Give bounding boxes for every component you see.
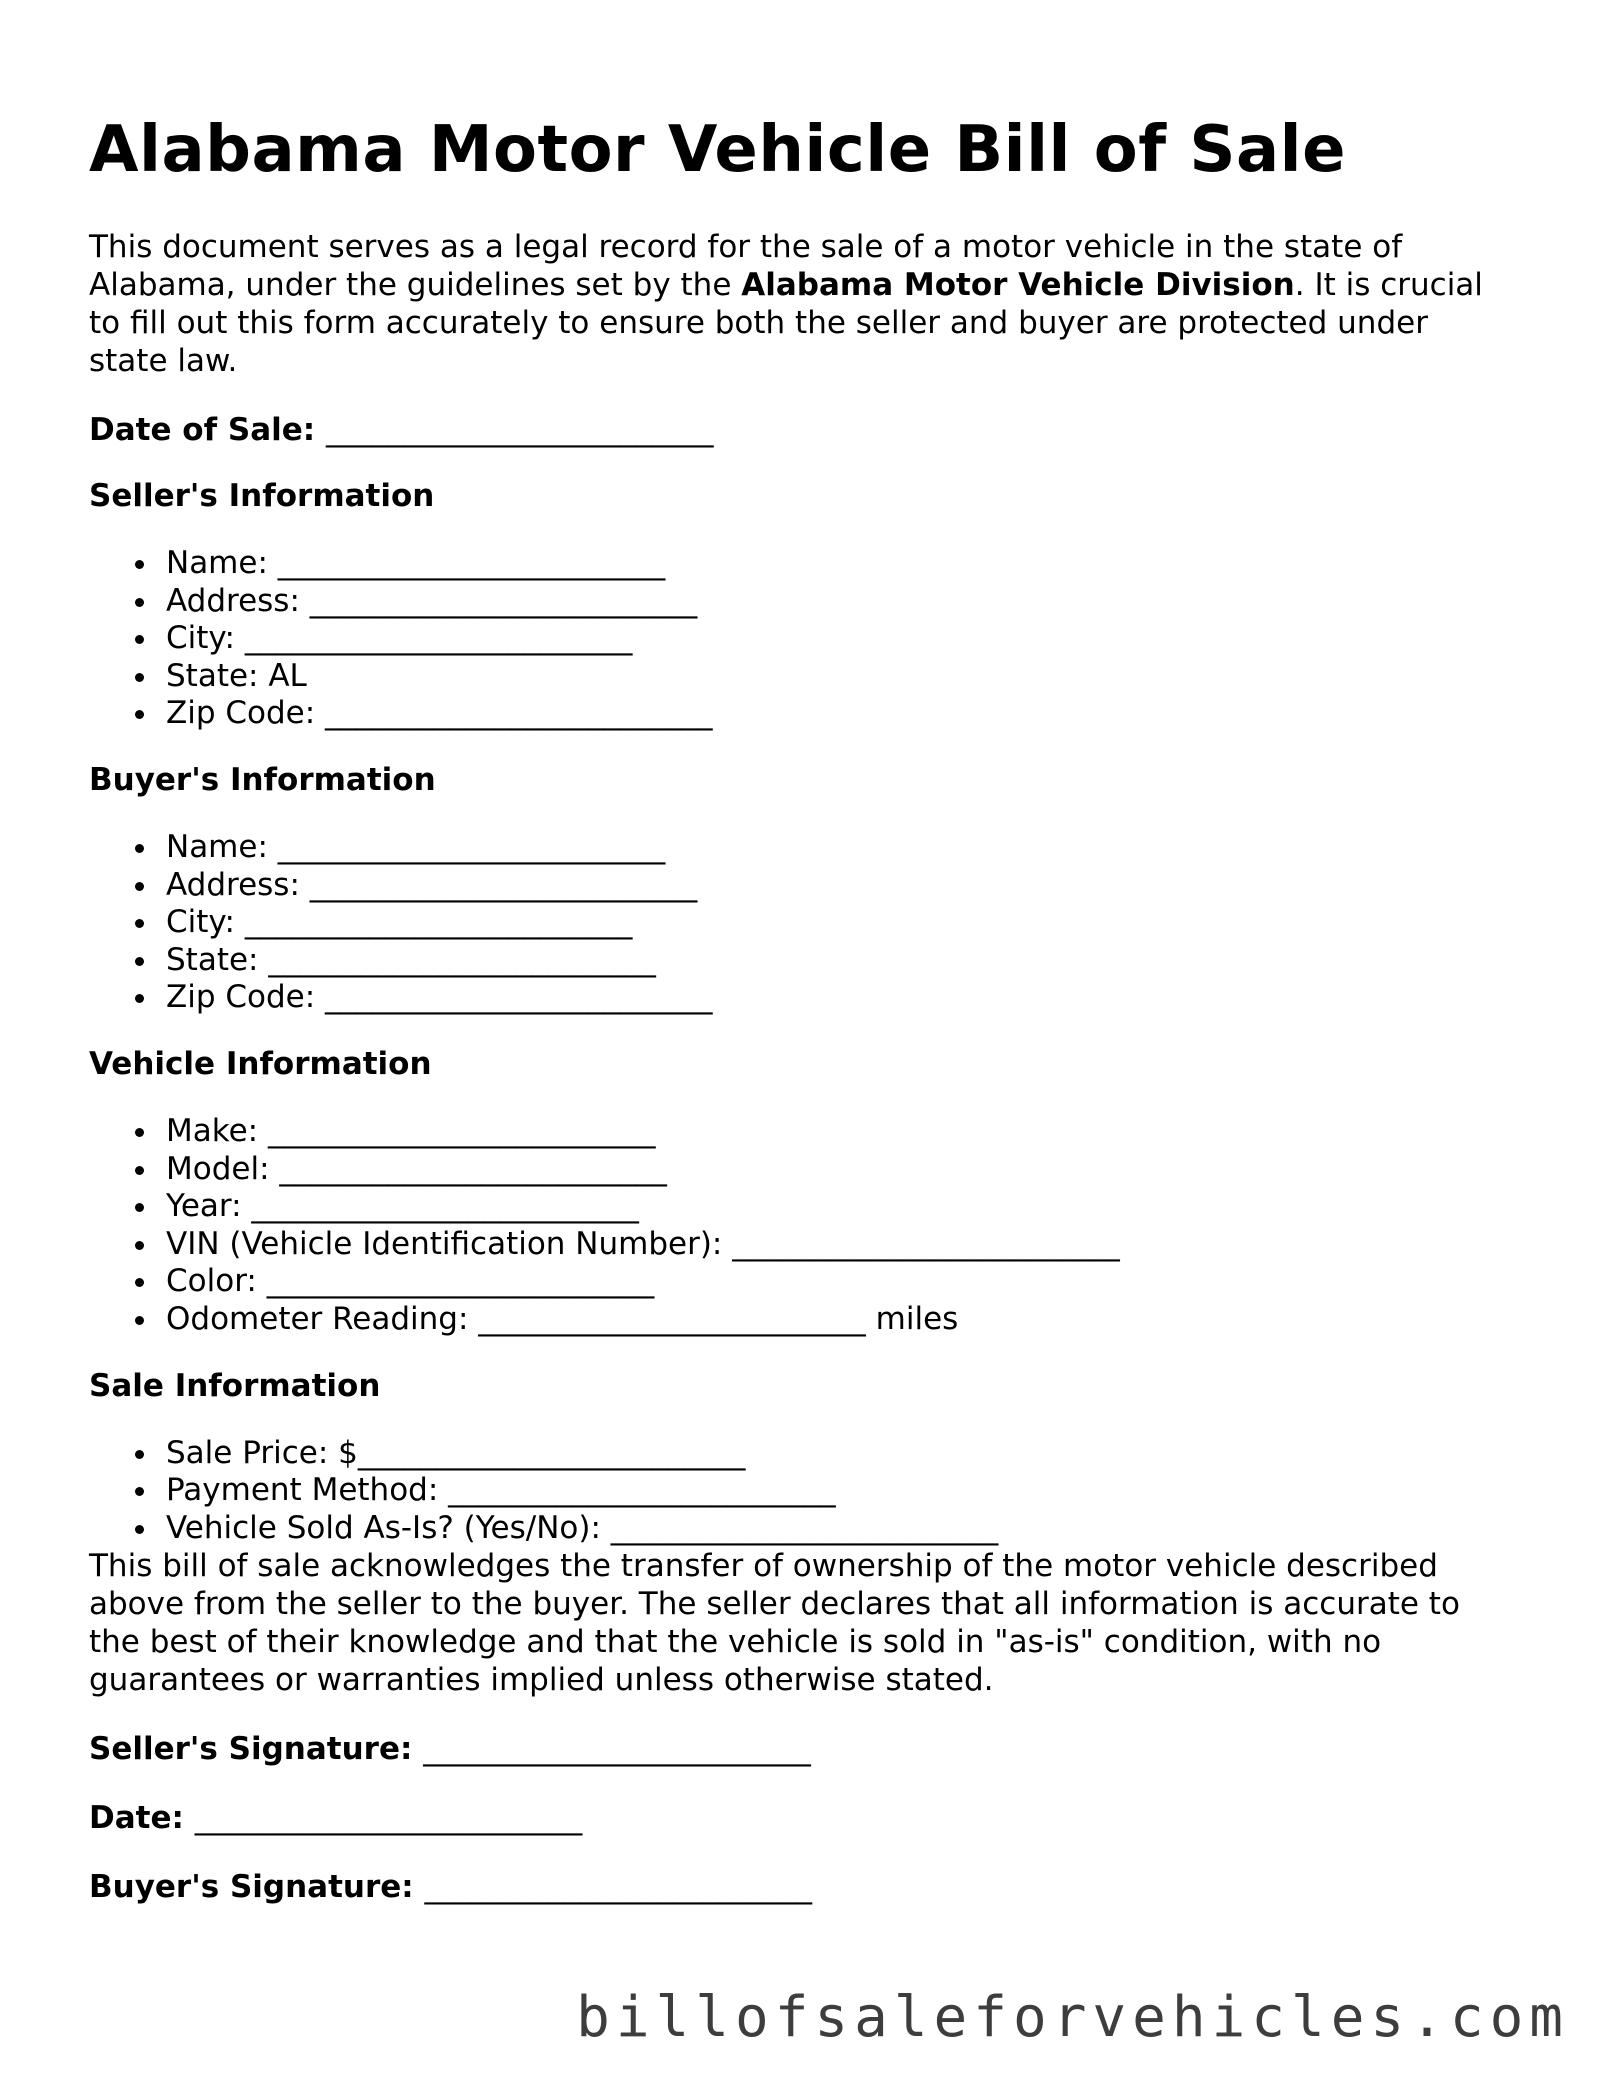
field-blank[interactable]: _________________________ (279, 1150, 667, 1187)
intro-text-before: This document serves as a legal record for the sale of a motor vehicle in the state of Alabama, under the guidelines set by the (89, 229, 1403, 303)
field-label: Model: (166, 1150, 270, 1187)
vehicle-odometer-field[interactable] (166, 1301, 1509, 1339)
signature-date-field[interactable] (89, 1799, 1509, 1837)
field-label: Odometer Reading: (166, 1300, 469, 1337)
field-label: State: (166, 941, 259, 978)
field-blank[interactable]: _________________________ (309, 866, 698, 903)
field-label: Payment Method: (166, 1472, 439, 1509)
seller-address-field[interactable] (166, 583, 1509, 621)
buyer-signature-blank[interactable]: _________________________ (424, 1869, 812, 1906)
seller-info-list (89, 545, 1509, 733)
field-blank[interactable]: _________________________ (448, 1472, 836, 1509)
buyer-zip-field[interactable] (166, 979, 1509, 1017)
field-blank[interactable]: _________________________ (357, 1434, 746, 1471)
vehicle-vin-field[interactable] (166, 1226, 1509, 1264)
field-blank[interactable]: _________________________ (268, 941, 656, 978)
date-of-sale-blank[interactable]: _________________________ (325, 412, 714, 448)
sale-info-list (89, 1435, 1509, 1548)
payment-method-field[interactable] (166, 1472, 1509, 1510)
buyer-address-field[interactable] (166, 867, 1509, 905)
document-title: Alabama Motor Vehicle Bill of Sale (89, 113, 1346, 187)
vehicle-model-field[interactable] (166, 1151, 1509, 1189)
field-blank[interactable]: _________________________ (277, 545, 666, 581)
vehicle-info-heading: Vehicle Information (89, 1045, 432, 1082)
field-blank[interactable]: _________________________ (244, 904, 633, 941)
intro-bold-agency: Alabama Motor Vehicle Division (741, 267, 1295, 303)
field-label: Year: (166, 1188, 242, 1225)
odometer-unit: miles (875, 1300, 959, 1337)
field-blank[interactable]: _________________________ (267, 1112, 656, 1149)
vehicle-year-field[interactable] (166, 1188, 1509, 1226)
buyer-name-field[interactable] (166, 829, 1509, 867)
field-blank[interactable]: _________________________ (610, 1509, 999, 1546)
vehicle-color-field[interactable] (166, 1263, 1509, 1301)
field-blank[interactable]: _________________________ (277, 828, 666, 865)
sale-info-heading: Sale Information (89, 1367, 381, 1404)
signature-date-label: Date: (89, 1800, 184, 1837)
document-page (89, 110, 1509, 1906)
buyer-info-list (89, 829, 1509, 1017)
field-blank[interactable]: _________________________ (325, 979, 713, 1016)
field-blank[interactable]: _________________________ (309, 582, 698, 619)
field-blank[interactable]: _________________________ (732, 1225, 1120, 1262)
seller-info-heading: Seller's Information (89, 478, 435, 514)
buyer-signature-field[interactable] (89, 1868, 1509, 1906)
field-label: Address: (166, 582, 300, 619)
buyer-info-heading: Buyer's Information (89, 761, 436, 798)
buyer-city-field[interactable] (166, 904, 1509, 942)
seller-signature-field[interactable] (89, 1730, 1509, 1768)
field-label: City: (166, 904, 235, 941)
field-label: Zip Code: (166, 695, 316, 732)
buyer-signature-label: Buyer's Signature: (89, 1869, 414, 1906)
field-blank[interactable]: _________________________ (251, 1188, 639, 1225)
website-watermark: billofsaleforvehicles.com (576, 1985, 1569, 2050)
field-blank[interactable]: _________________________ (266, 1263, 655, 1300)
field-label: City: (166, 620, 235, 657)
field-blank[interactable]: _________________________ (478, 1300, 866, 1337)
seller-state-field (166, 658, 1509, 696)
field-label: Name: (166, 545, 268, 581)
seller-signature-label: Seller's Signature: (89, 1731, 413, 1768)
sold-as-is-field[interactable] (166, 1510, 1509, 1548)
intro-paragraph (89, 228, 1509, 380)
sale-price-field[interactable] (166, 1435, 1509, 1473)
field-label: Zip Code: (166, 979, 316, 1016)
field-label: Name: (166, 828, 268, 865)
seller-city-field[interactable] (166, 620, 1509, 658)
field-label: State: AL (166, 657, 307, 694)
buyer-state-field[interactable] (166, 942, 1509, 980)
field-blank[interactable]: _________________________ (325, 695, 713, 732)
field-label: Make: (166, 1112, 259, 1149)
field-label: VIN (Vehicle Identification Number): (166, 1225, 723, 1262)
acknowledgement-paragraph: This bill of sale acknowledges the transfer of ownership of the motor vehicle described above from the seller to the buyer. The seller declares that all information is accurate to the best of their knowledge and that the vehicle is sold in "as-is" condition, with no guarantees or warranties implied unless otherwise stated. (89, 1548, 1460, 1699)
date-of-sale-field[interactable] (89, 411, 1509, 449)
vehicle-make-field[interactable] (166, 1113, 1509, 1151)
seller-signature-blank[interactable]: _________________________ (423, 1731, 811, 1768)
date-of-sale-label: Date of Sale: (89, 412, 316, 448)
signature-date-blank[interactable]: _________________________ (194, 1800, 583, 1837)
seller-zip-field[interactable] (166, 695, 1509, 733)
field-label: Sale Price: $ (166, 1434, 358, 1471)
intro-text-after: . It is crucial to fill out this form accurately to ensure both the seller and buyer are protected under state law. (89, 267, 1483, 379)
vehicle-info-list (89, 1113, 1509, 1339)
field-label: Color: (166, 1263, 257, 1300)
field-label: Address: (166, 866, 300, 903)
field-blank[interactable]: _________________________ (244, 620, 633, 657)
field-label: Vehicle Sold As-Is? (Yes/No): (166, 1509, 601, 1546)
seller-name-field[interactable] (166, 545, 1509, 583)
